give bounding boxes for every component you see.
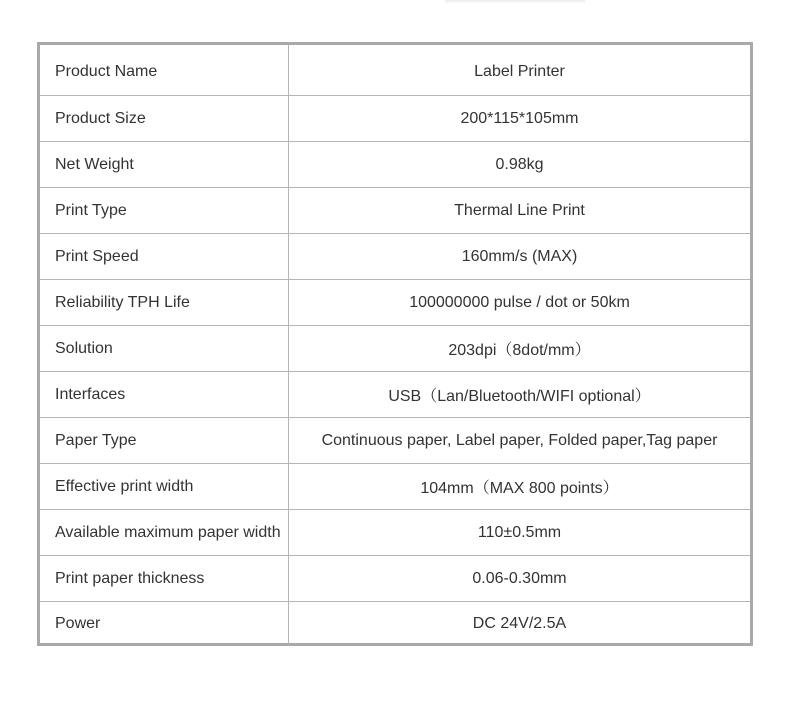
table-row: [40, 509, 750, 555]
spec-label: Effective print width: [40, 464, 289, 509]
spec-value: USB（Lan/Bluetooth/WIFI optional）: [388, 388, 651, 405]
table-row: [40, 601, 750, 645]
spec-table: [37, 42, 753, 646]
spec-label: Available maximum paper width: [40, 510, 289, 555]
spec-label: Interfaces: [40, 372, 289, 417]
spec-value: 110±0.5mm: [477, 523, 562, 541]
spec-label: Paper Type: [40, 418, 289, 463]
spec-value: 160mm/s (MAX): [461, 247, 578, 265]
spec-label: Solution: [40, 326, 289, 371]
table-row: [40, 371, 750, 417]
spec-label: Print Speed: [40, 234, 289, 279]
table-row: [40, 325, 750, 371]
spec-label: Product Size: [40, 96, 289, 141]
spec-label: Power: [40, 602, 289, 645]
table-row: [40, 417, 750, 463]
spec-value: 200*115*105mm: [460, 109, 579, 127]
table-row: [40, 45, 750, 95]
spec-label: Net Weight: [40, 142, 289, 187]
spec-value: DC 24V/2.5A: [472, 614, 567, 632]
spec-label: Reliability TPH Life: [40, 280, 289, 325]
table-row: [40, 95, 750, 141]
table-row: [40, 233, 750, 279]
spec-value: 104mm（MAX 800 points）: [420, 480, 619, 497]
spec-value: Thermal Line Print: [454, 201, 585, 219]
spec-value: Continuous paper, Label paper, Folded paper,Tag paper: [321, 431, 718, 449]
spec-value: 0.98kg: [495, 155, 544, 173]
table-row: [40, 463, 750, 509]
spec-label: Print paper thickness: [40, 556, 289, 601]
table-row: [40, 187, 750, 233]
spec-label: Product Name: [40, 45, 289, 95]
spec-value: 100000000 pulse / dot or 50km: [409, 293, 630, 311]
spec-value: 203dpi（8dot/mm）: [448, 342, 591, 359]
spec-label: Print Type: [40, 188, 289, 233]
table-row: [40, 555, 750, 601]
spec-value: 0.06-0.30mm: [472, 569, 567, 587]
top-edge-shadow: [445, 0, 585, 4]
table-row: [40, 279, 750, 325]
table-row: [40, 141, 750, 187]
spec-value: Label Printer: [474, 63, 565, 80]
